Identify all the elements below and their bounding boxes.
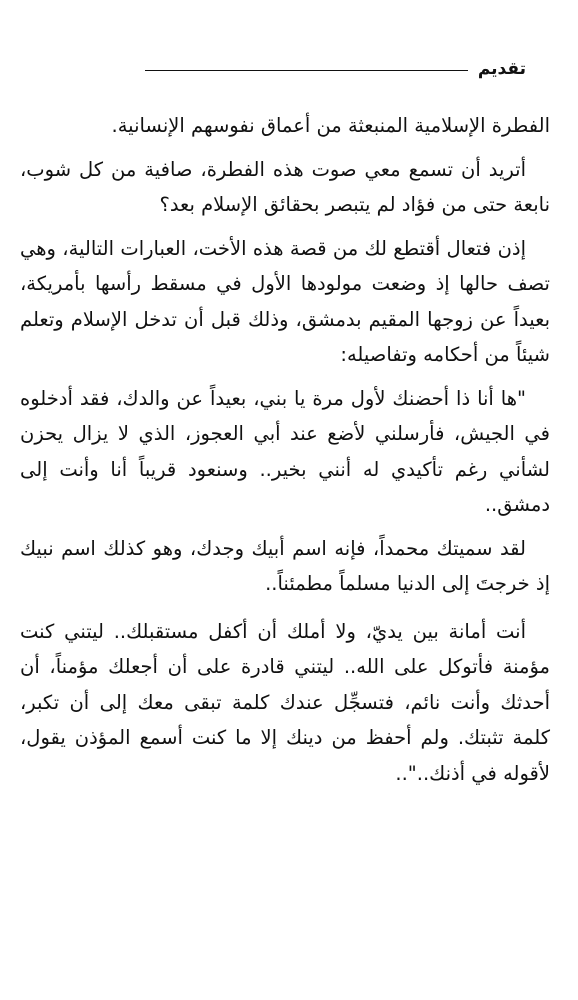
- paragraph-5-quote: لقد سميتك محمداً، فإنه اسم أبيك وجدك، وهو كذلك اسم نبيك إذ خرجتَ إلى الدنيا مسلماً مطمئناً..: [20, 536, 550, 595]
- paragraph-2: أتريد أن تسمع معي صوت هذه الفطرة، صافية من كل شوب، نابعة حتى من فؤاد لم يتبصر بحقائق الإسلام بعد؟: [20, 157, 550, 216]
- body-text: [20, 108, 550, 791]
- section-title: تقديم: [477, 59, 526, 79]
- paragraph-1: الفطرة الإسلامية المنبعثة من أعماق نفوسهم الإنسانية.: [111, 114, 550, 137]
- page-header: [145, 54, 526, 84]
- paragraph-3: إذن فتعال أقتطع لك من قصة هذه الأخت، العبارات التالية، وهي تصف حالها إذ وضعت مولودها الأول في مسقط رأسها بأمريكة، بعيداً عن زوجها المقيم بدمشق، وذلك قبل أن تدخل الإسلام وتعلم شيئاً من أحكامه وتفاصيله:: [20, 236, 550, 366]
- paragraph-6-quote: أنت أمانة بين يديّ، ولا أملك أن أكفل مستقبلك.. ليتني كنت مؤمنة فأتوكل على الله.. ليتني قادرة على أن أجعلك مؤمناً، أن أحدثك وأنت نائم، فتسجِّل عندك كلمة تبقى معك إلى أن تكبر، كلمة تثبتك. ولم أحفظ من دينك إلا ما كنت أسمع المؤذن يقول، لأقوله في أذنك.."..: [20, 619, 550, 785]
- paragraph-4-quote: "ها أنا ذا أحضنك لأول مرة يا بني، بعيداً عن والدك، فقد أدخلوه في الجيش، فأرسلني لأضع عند أبي العجوز، الذي لا يزال يحزن لشأني رغم تأكيدي له أنني بخير.. وسنعود قريباً أنا وأنت إلى دمشق..: [20, 386, 550, 516]
- header-rule: [145, 70, 468, 71]
